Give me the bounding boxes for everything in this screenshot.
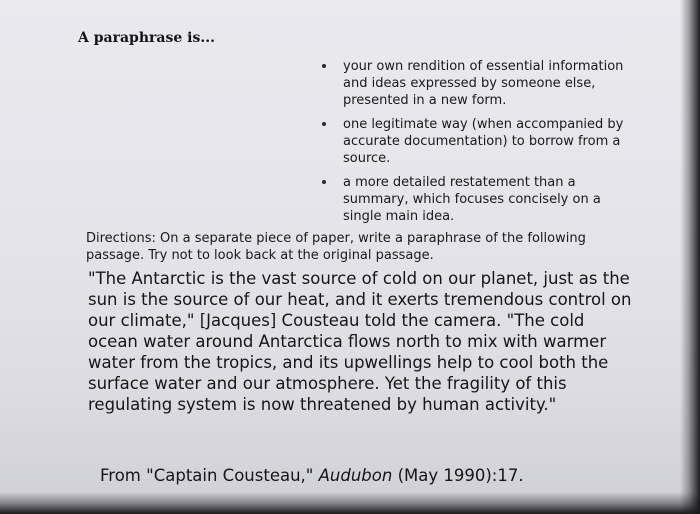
definition-bullet — [318, 174, 628, 225]
source-citation — [100, 466, 524, 485]
citation-suffix: (May 1990):17. — [392, 466, 524, 485]
citation-source-title: Audubon — [318, 466, 393, 485]
bullet-dot-icon — [322, 64, 326, 68]
source-quote: "The Antarctic is the vast source of cold on our planet, just as the sun is the source of our heat, and it exerts tremendous control on our climate," [Jacques] Cousteau told the camera. "The cold ocean water around Antarctica flows north to mix with warmer water from the tropics, and its upwellings help to cool both the surface water and our atmosphere. Yet the fragility of this regulating system is now threatened by human activity." — [88, 269, 632, 414]
definition-bullet — [318, 58, 628, 109]
definition-bullet-text: your own rendition of essential information and ideas expressed by someone else, presented in a new form. — [343, 59, 624, 108]
bullet-dot-icon — [322, 122, 326, 126]
definition-bullet-text: one legitimate way (when accompanied by accurate documentation) to borrow from a source. — [343, 117, 624, 166]
paraphrase-definition-list — [318, 58, 628, 232]
definition-bullet-text: a more detailed restatement than a summary, which focuses concisely on a single main idea. — [343, 175, 601, 224]
screen-edge-bottom — [0, 492, 700, 514]
citation-prefix: From "Captain Cousteau," — [100, 466, 319, 485]
screen-edge-right — [680, 0, 700, 514]
directions-text: Directions: On a separate piece of paper, write a paraphrase of the following passage. Try not to look back at the original passage. — [86, 231, 586, 263]
bullet-dot-icon — [322, 180, 326, 184]
definition-bullet — [318, 116, 628, 167]
page-heading: A paraphrase is... — [78, 30, 215, 46]
